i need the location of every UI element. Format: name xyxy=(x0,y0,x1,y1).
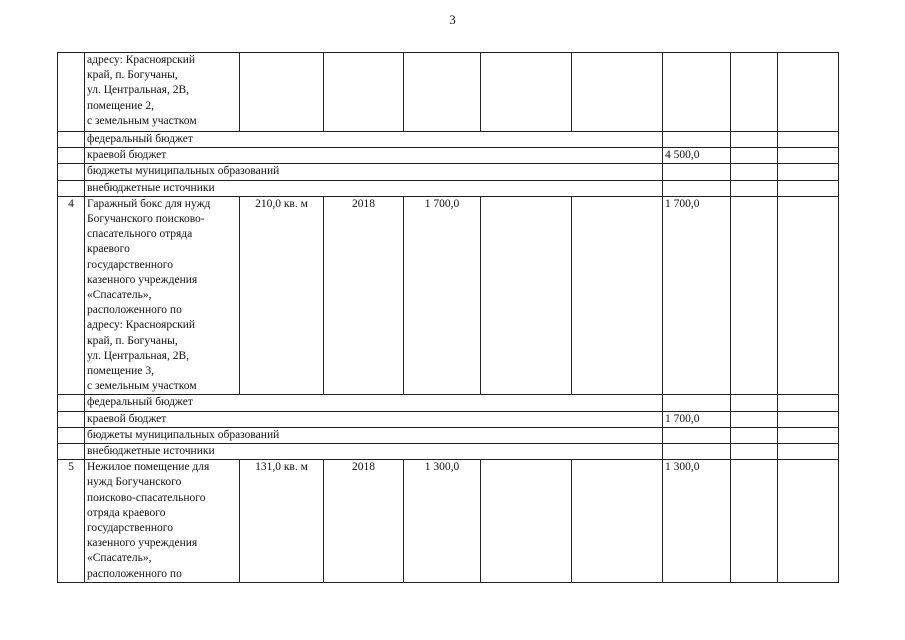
table-row xyxy=(58,148,839,164)
row-number: 5 xyxy=(58,460,85,583)
page-number: 3 xyxy=(449,12,456,27)
cost: 1 300,0 xyxy=(404,460,481,583)
table-row xyxy=(58,411,839,427)
area: 131,0 кв. м xyxy=(240,460,324,583)
table-row xyxy=(58,196,839,395)
amount: 4 500,0 xyxy=(663,148,731,164)
funding-source: краевой бюджет xyxy=(85,411,663,427)
cost: 1 700,0 xyxy=(404,196,481,395)
funding-source: внебюджетные источники xyxy=(85,180,663,196)
table-row xyxy=(58,444,839,460)
table-row xyxy=(58,164,839,180)
funding-source: краевой бюджет xyxy=(85,148,663,164)
area: 210,0 кв. м xyxy=(240,196,324,395)
table-row xyxy=(58,180,839,196)
funding-source: федеральный бюджет xyxy=(85,132,663,148)
funding-source: бюджеты муниципальных образований xyxy=(85,427,663,443)
row-number xyxy=(58,53,85,132)
table-row xyxy=(58,395,839,411)
table-row xyxy=(58,427,839,443)
funding-source: федеральный бюджет xyxy=(85,395,663,411)
year: 2018 xyxy=(324,196,404,395)
row-number: 4 xyxy=(58,196,85,395)
funding-source: бюджеты муниципальных образований xyxy=(85,164,663,180)
funding-source: внебюджетные источники xyxy=(85,444,663,460)
amount: 1 700,0 xyxy=(663,411,731,427)
total: 1 700,0 xyxy=(663,196,731,395)
total: 1 300,0 xyxy=(663,460,731,583)
table-row xyxy=(58,132,839,148)
budget-table xyxy=(57,52,839,583)
table-row xyxy=(58,53,839,132)
object-description: адресу: Красноярский край, п. Богучаны, ул. Центральная, 2В, помещение 2, с земельным участком xyxy=(85,53,240,132)
object-description: Гаражный бокс для нужд Богучанского поисково- спасательного отряда краевого государственного казенного учреждения «Спасатель», расположенного по адресу: Красноярский край, п. Богучаны, ул. Центральная, 2В, помещение 3, с земельным участком xyxy=(85,196,240,395)
year: 2018 xyxy=(324,460,404,583)
object-description: Нежилое помещение для нужд Богучанского поисково-спасательного отряда краевого государственного казенного учреждения «Спасатель», расположенного по xyxy=(85,460,240,583)
table-row xyxy=(58,460,839,583)
